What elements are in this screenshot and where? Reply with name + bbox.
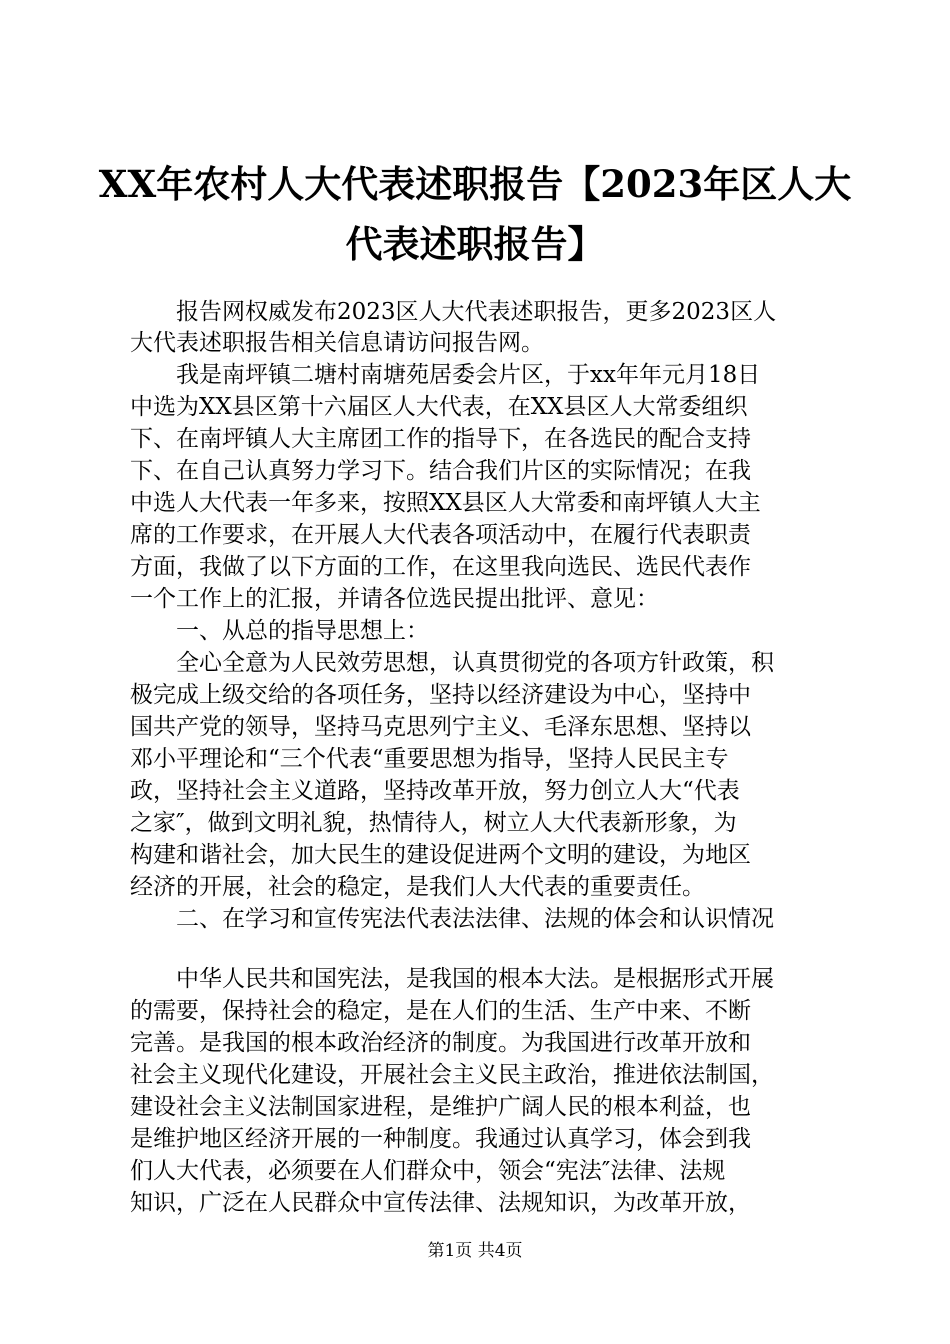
body-line: 大代表述职报告相关信息请访问报告网。 [130, 330, 544, 356]
body-line: 极完成上级交给的各项任务，坚持以经济建设为中心，坚持中 [130, 682, 751, 708]
body-line: 中选为XX县区第十六届区人大代表，在XX县区人大常委组织 [130, 394, 748, 420]
body-line: 中选人大代表一年多来，按照XX县区人大常委和南坪镇人大主 [130, 490, 761, 516]
body-line: 方面，我做了以下方面的工作，在这里我向选民、选民代表作 [130, 554, 751, 580]
page-footer: 第1页 共4页 [427, 1241, 523, 1261]
section-heading-2: 二、在学习和宣传宪法代表法法律、法规的体会和认识情况 [130, 906, 774, 932]
document-title-line-1: XX年农村人大代表述职报告【2023年区人大 [98, 162, 852, 206]
body-line: 邓小平理论和“三个代表“重要思想为指导，坚持人民民主专 [130, 746, 729, 772]
body-line: 一个工作上的汇报，并请各位选民提出批评、意见： [130, 586, 659, 612]
body-line: 完善。是我国的根本政治经济的制度。为我国进行改革开放和 [130, 1030, 751, 1056]
body-line: 建设社会主义法制国家进程，是维护广阔人民的根本利益，也 [130, 1094, 751, 1120]
body-line: 是维护地区经济开展的一种制度。我通过认真学习，体会到我 [130, 1126, 751, 1152]
body-line: 知识，广泛在人民群众中宣传法律、法规知识，为改革开放， [130, 1190, 751, 1216]
body-line: 全心全意为人民效劳思想，认真贯彻党的各项方针政策，积 [130, 650, 774, 676]
body-line: 我是南坪镇二塘村南塘苑居委会片区，于xx年年元月18日 [130, 362, 761, 388]
body-line: 经济的开展，社会的稳定，是我们人大代表的重要责任。 [130, 874, 705, 900]
body-line: 社会主义现代化建设，开展社会主义民主政治，推进依法制国， [130, 1062, 774, 1088]
document-title-line-2: 代表述职报告】 [345, 222, 605, 266]
body-line: 之家″，做到文明礼貌，热情待人，树立人大代表新形象，为 [130, 810, 737, 836]
body-line: 下、在南坪镇人大主席团工作的指导下，在各选民的配合支持 [130, 426, 751, 452]
body-line: 中华人民共和国宪法，是我国的根本大法。是根据形式开展 [130, 966, 774, 992]
body-line: 下、在自己认真努力学习下。结合我们片区的实际情况；在我 [130, 458, 751, 484]
body-line: 们人大代表，必须要在人们群众中，领会“宪法″法律、法规 [130, 1158, 726, 1184]
body-line: 席的工作要求，在开展人大代表各项活动中，在履行代表职责 [130, 522, 751, 548]
body-line: 构建和谐社会，加大民生的建设促进两个文明的建设，为地区 [130, 842, 751, 868]
body-line: 国共产党的领导，坚持马克思列宁主义、毛泽东思想、坚持以 [130, 714, 751, 740]
body-line: 报告网权威发布2023区人大代表述职报告，更多2023区人 [130, 299, 777, 325]
body-line: 的需要，保持社会的稳定，是在人们的生活、生产中来、不断 [130, 998, 751, 1024]
section-heading-1: 一、从总的指导思想上： [130, 618, 429, 644]
body-line: 政，坚持社会主义道路，坚持改革开放，努力创立人大“代表 [130, 778, 740, 804]
